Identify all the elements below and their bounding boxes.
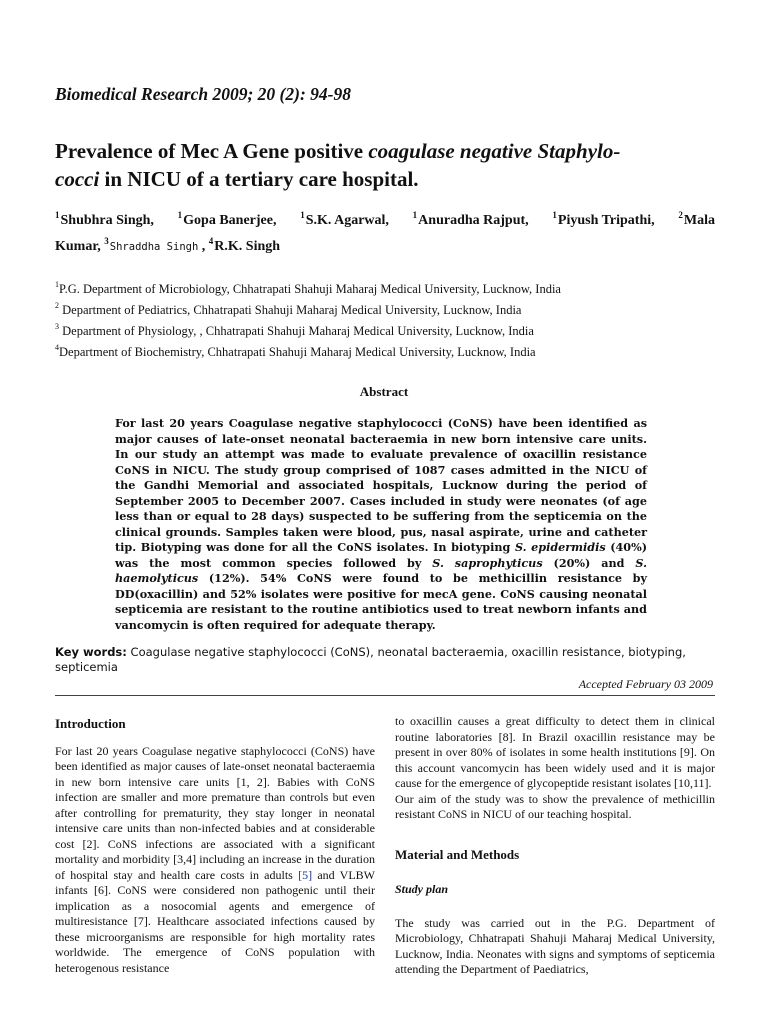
paragraph: Our aim of the study was to show the prevalence of methicillin resistant CoNS in NICU of our teaching hospital. [395,791,715,821]
author: Kumar, [55,239,101,254]
abstract-heading: Abstract [359,384,409,399]
author: $^1$Shubhra Singh, [55,210,154,228]
divider [55,695,715,696]
paper-title [55,137,715,193]
species-name: S. haemolyticus [115,555,647,585]
abstract-body: For last 20 years Coagulase negative staphylococci (CoNS) have been identified as major causes of late-onset neonatal bacteraemia in new born intensive care units. In our study an attempt was made to evaluate prevalence of oxacillin resistance CoNS in NICU. The study group comprised of 1087 cases admitted in the NICU of the Gandhi Memorial and associated hospitals, Lucknow during the period of September 2005 to December 2007. Cases included in study were neonates (of age less than or equal to 28 days) suspected to be suffering from the septicemia on the clinical grounds. Samples taken were blood, pus, nasal aspirate, urine and catheter tip. Biotyping was done for all the CoNS isolates. In biotyping S. epidermidis (40%) was the most common species followed by S. saprophyticus (20%) and S. haemolyticus (12%). 54% CoNS were found to be methicillin resistance by DD(oxacillin) and 52% isolates were positive for mecA gene. CoNS causing neonatal septicemia are resistant to the routine antibiotics used to treat newborn infants and vancomycin is often required for adequate therapy. [115,416,648,632]
left-column [55,714,375,976]
section-heading-introduction: Introduction [55,716,126,731]
author-line-1 [55,208,715,234]
affiliation: $^2$ Department of Pediatrics, Chhatrapati Shahuji Maharaj Medical University, Lucknow, India [55,301,522,317]
author: $^3$Shraddha Singh , [104,236,206,254]
author: $^2$Mala [678,210,715,228]
right-column [395,714,715,978]
title-part2: in NICU of a tertiary care hospital. [99,167,419,191]
affiliation: $^1$P.G. Department of Microbiology, Chhatrapati Shahuji Maharaj Medical University, Lucknow, India [55,280,561,296]
affiliation: $^3$ Department of Physiology, , Chhatrapati Shahuji Maharaj Medical University, Lucknow, India [55,322,534,338]
section-heading-methods: Material and Methods [395,846,520,862]
paragraph: The study was carried out in the P.G. Department of Microbiology, Chhatrapati Shahuji Maharaj Medical University, Lucknow, India. Neonates with signs and symptoms of septicemia attending the Department of Paediatrics, [395,915,715,976]
author: $^1$Anuradha Rajput, [412,210,529,228]
accepted-date: Accepted February 03 2009 [578,677,713,691]
title-italic2: cocci [55,167,100,191]
author: $^1$S.K. Agarwal, [300,210,389,228]
species-name: S. saprophyticus [432,555,543,570]
author: $^1$Piyush Tripathi, [552,210,655,228]
title-italic1: coagulase negative Staphylo- [368,139,621,163]
author-line-2 [55,234,715,260]
keywords-label: Key words: [55,645,127,659]
author: $^1$Gopa Banerjee, [177,210,277,228]
author: $^4$R.K. Singh [208,236,281,254]
species-name: S. epidermidis [514,540,606,554]
affiliations [55,279,715,363]
journal-citation: Biomedical Research 2009; 20 (2): 94-98 [55,84,351,104]
reference-link[interactable]: [5] [298,867,313,882]
paragraph: For last 20 years Coagulase negative staphylococci (CoNS) have been identified as major causes of late-onset neonatal bacteraemia in new born intensive care units [1, 2]. Babies with CoNS infection are smaller and more premature than controls but even after controlling for prematurity, they stay longer in neonatal intensive care units than non-infected babies and at considerable cost [2]. CoNS infections are associated with a significant mortality and morbidity [3,4] including an increase in the duration of hospital stay and health care costs in adults [5] and VLBW infants [6]. CoNS were considered non pathogenic until their implication as a nosocomial agents and emergence of multiresistance [7]. Healthcare associated infections caused by these microorganisms are responsible for high mortality rates worldwide. The emergence of CoNS population with heterogenous resistance [55,743,376,975]
subsection-heading: Study plan [395,882,449,896]
affiliation: $^4$Department of Biochemistry, Chhatrapati Shahuji Maharaj Medical University, Lucknow, India [55,343,536,359]
paragraph: to oxacillin causes a great difficulty to detect them in clinical routine laboratories [8]. In Brazil oxacillin resistance may be present in over 80% of isolates in some health institutions [9]. On this account vancomycin has been widely used and it is major cause for the emergence of glycopeptide resistant isolates [10,11]. [395,714,715,790]
keywords [55,645,715,675]
keywords-text: Coagulase negative staphylococci (CoNS), neonatal bacteraemia, oxacillin resistance, biotyping, septicemia [55,645,686,674]
author-list [55,208,715,260]
title-part1: Prevalence of Mec A Gene positive [55,139,369,163]
